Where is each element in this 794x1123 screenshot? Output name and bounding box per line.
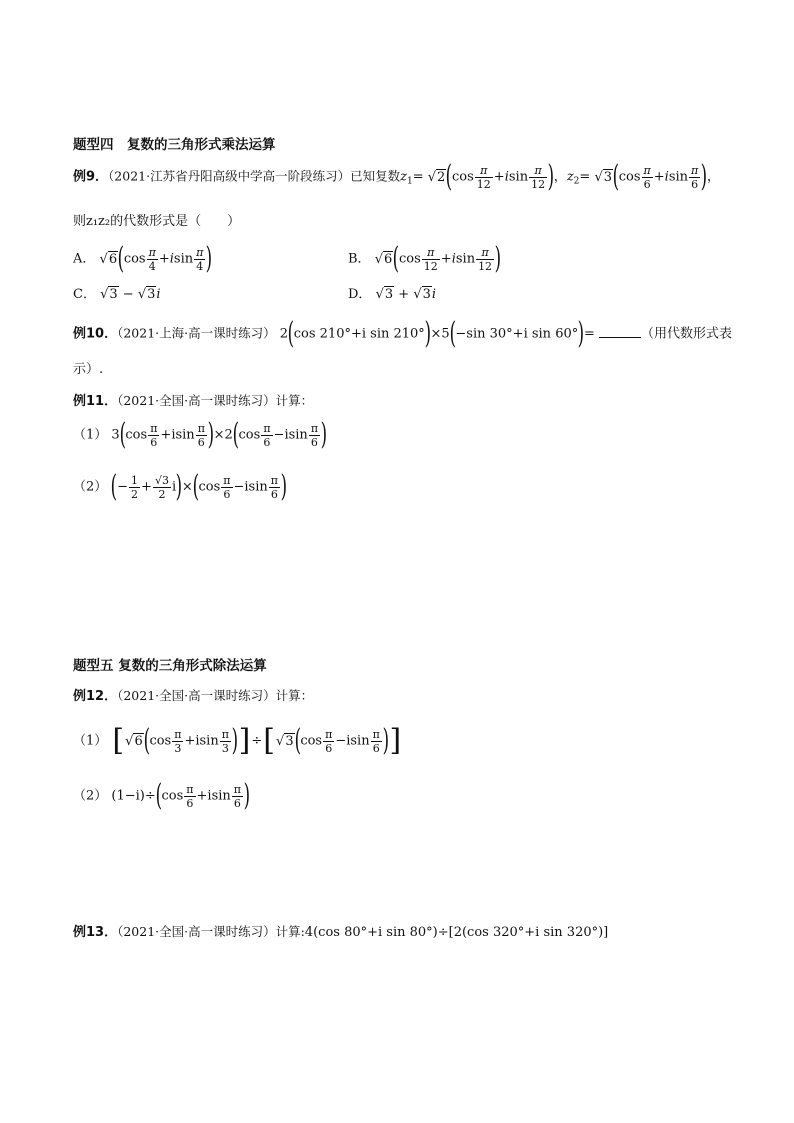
example-12-label: 例12． bbox=[73, 689, 118, 704]
example-11-item-2: （2） (− $\frac{1}{2}$ + $\frac{√3}{2}$ i)×(cos $\frac{\pi}{6}$ −isin $\frac{\pi}{6}$ ) bbox=[73, 469, 288, 504]
example-10-tail2: 示）. bbox=[73, 362, 104, 377]
item-number: （2） bbox=[73, 479, 108, 495]
option-b: B． √6(cos $\frac{\pi}{12}$ +isin $\frac{\pi}{12}$ ) bbox=[348, 241, 502, 276]
option-a: A． √6(cos $\frac{\pi}{4}$ +isin $\frac{\pi}{4}$ ) bbox=[73, 241, 213, 276]
example-9-question-tail: 则z₁z₂的代数形式是（ ） bbox=[73, 214, 241, 229]
example-10-question: 例10．（2021·上海·高一课时练习） 2(cos 210°+i sin 210°)×5(−sin 30°+i sin 60°)= （用代数形式表 bbox=[73, 316, 732, 351]
example-13-label: 例13． bbox=[73, 925, 118, 940]
example-12-item-2: （2） (1−i)÷(cos $\frac{\pi}{6}$ +isin $\frac{\pi}{6}$ ) bbox=[73, 778, 251, 813]
section-heading-5: 题型五 复数的三角形式除法运算 bbox=[73, 658, 267, 674]
option-b-label: B． bbox=[348, 251, 371, 267]
example-9-question: 例9．（2021·江苏省丹阳高级中学高一阶段练习）已知复数$z_1= √2(\cos$ $\frac{\pi}{12}$ +isin $\frac{\pi}{12}$ )，$z_2= √3(\cos$ $\frac{\pi}{6}$ +isin $\frac{\pi}{6}$ )， bbox=[73, 159, 720, 194]
answer-blank[interactable] bbox=[599, 325, 641, 338]
section-heading-4: 题型四 复数的三角形式乘法运算 bbox=[73, 137, 276, 153]
example-9-label: 例9． bbox=[73, 169, 109, 185]
example-12-source: （2021·全国·高一课时练习）计算： bbox=[117, 688, 314, 703]
example-11-item-1: （1） 3(cos $\frac{\pi}{6}$ +isin $\frac{\pi}{6}$ )×2(cos $\frac{\pi}{6}$ −isin $\frac{\pi}{6}$ ) bbox=[73, 417, 328, 452]
example-10-source: （2021·上海·高一课时练习） bbox=[117, 325, 276, 341]
item-number: （2） bbox=[73, 788, 108, 804]
item-number: （1） bbox=[73, 427, 108, 443]
example-11-source: （2021·全国·高一课时练习）计算： bbox=[117, 393, 314, 408]
example-13-source: （2021·全国·高一课时练习）计算: bbox=[117, 924, 305, 939]
example-10-tail: （用代数形式表 bbox=[640, 326, 732, 342]
example-11-question bbox=[73, 390, 313, 409]
example-13-expression: 4(cos 80°+i sin 80°)÷[2(cos 320°+i sin 320°)] bbox=[304, 925, 609, 940]
example-11-label: 例11． bbox=[73, 394, 118, 409]
example-9-source: （2021·江苏省丹阳高级中学高一阶段练习）已知复数 bbox=[108, 168, 401, 184]
option-a-label: A． bbox=[73, 251, 96, 267]
option-c-label: C． bbox=[73, 287, 96, 302]
item-number: （1） bbox=[73, 733, 108, 749]
example-13-question bbox=[73, 921, 608, 940]
option-c: C． √3 − √3i bbox=[73, 287, 161, 302]
example-12-question bbox=[73, 685, 313, 704]
example-10-label: 例10． bbox=[73, 326, 118, 342]
option-d: D． √3 + √3i bbox=[348, 287, 437, 302]
example-12-item-1: （1） [√6(cos $\frac{\pi}{3}$ +isin $\frac{\pi}{3}$ )]÷[√3(cos $\frac{\pi}{6}$ −isin $\frac{\pi}{6}$ )] bbox=[73, 723, 402, 758]
option-d-label: D． bbox=[348, 287, 372, 302]
